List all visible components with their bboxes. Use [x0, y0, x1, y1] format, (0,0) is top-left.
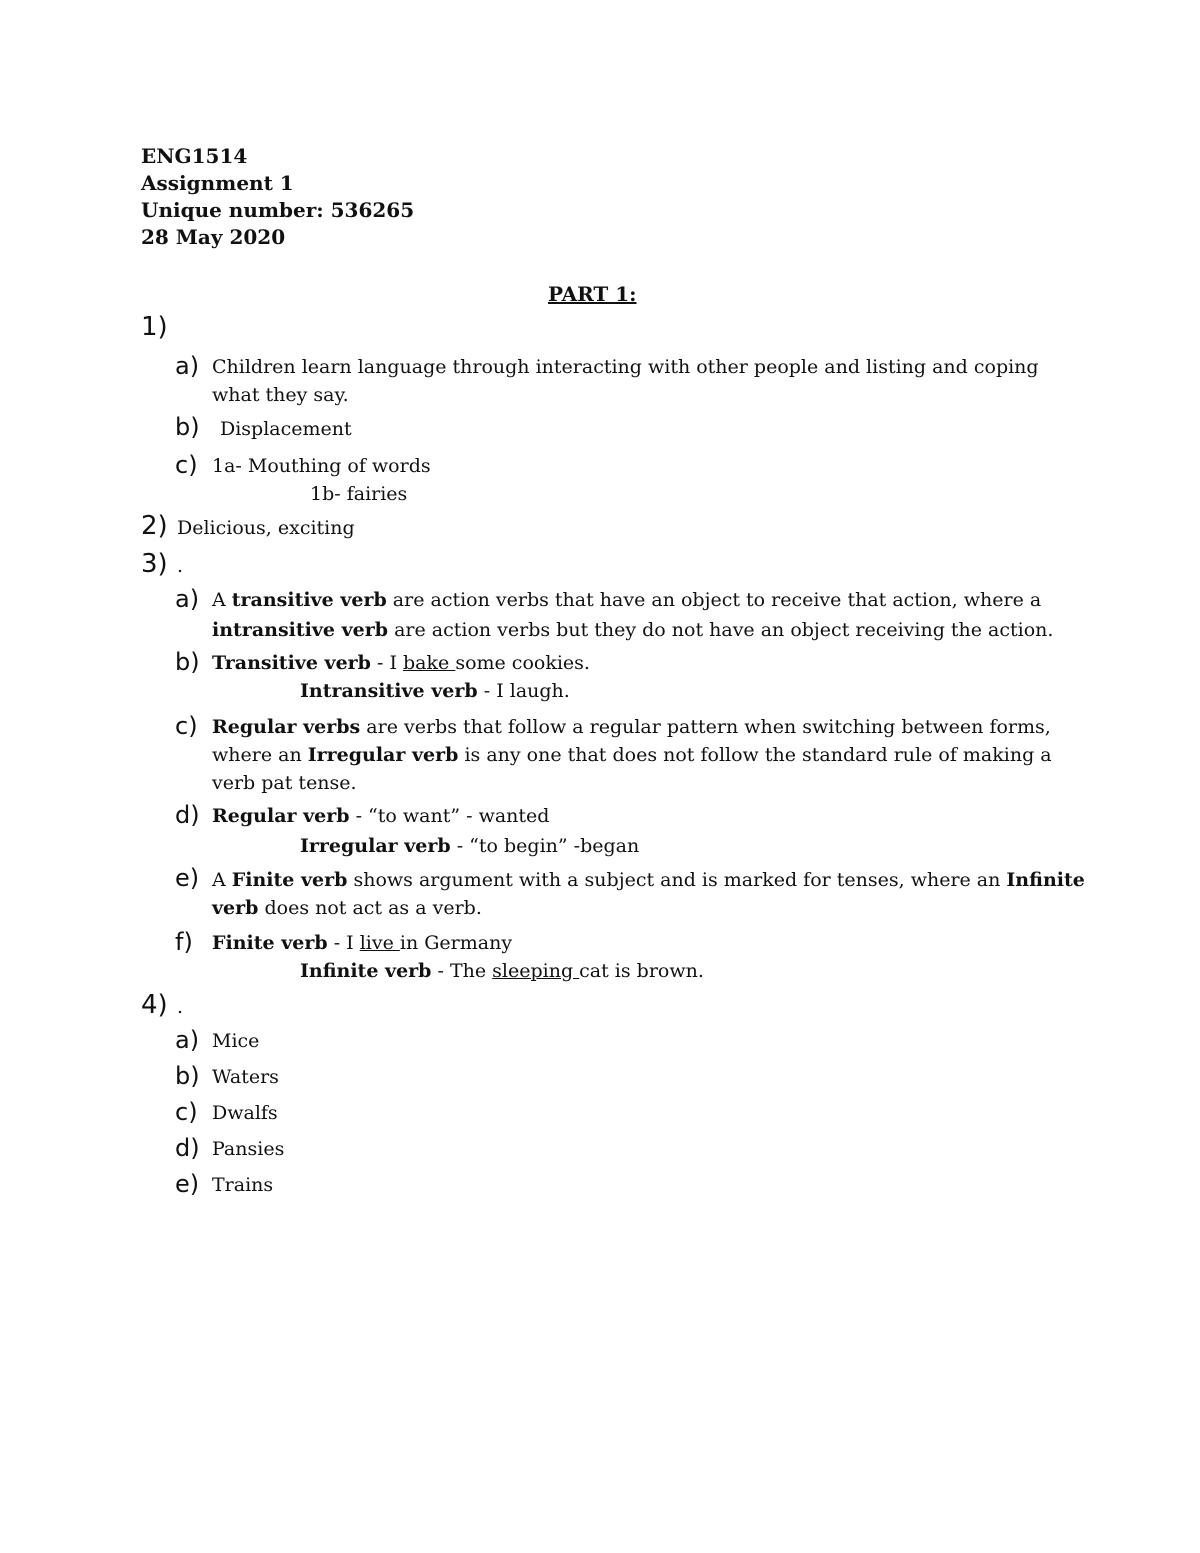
text-run: - I: [370, 652, 404, 674]
text-run: in Germany: [399, 932, 513, 954]
q3c-label: c): [175, 712, 198, 740]
q3d-label: d): [175, 801, 200, 829]
q4e-label: e): [175, 1170, 200, 1198]
q3a-label: a): [175, 585, 200, 613]
term-regular-verb: Regular verb: [212, 805, 350, 827]
q4b-answer: Waters: [212, 1066, 279, 1088]
q4d-answer: Pansies: [212, 1138, 285, 1160]
q4e-answer: Trains: [212, 1174, 274, 1196]
term-transitive-verb: Transitive verb: [212, 652, 371, 674]
q3a-line2: [212, 616, 1053, 644]
q2-answer: Delicious, exciting: [177, 517, 355, 539]
q4c-answer: Dwalfs: [212, 1102, 278, 1124]
text-run: does not act as a verb.: [258, 897, 482, 919]
q3f-line2: [300, 957, 704, 985]
q4a-label: a): [175, 1026, 200, 1054]
question-4-number: 4): [141, 990, 168, 1020]
text-run: - “to want” - wanted: [349, 805, 550, 827]
term-finite-verb: Finite verb: [212, 932, 328, 954]
q3e-line1: [212, 866, 1085, 894]
q3b-line2: [300, 677, 570, 705]
term-infinite: Infinite: [1006, 869, 1085, 891]
q1b-label: b): [175, 413, 200, 441]
text-run: are verbs that follow a regular pattern when switching between forms,: [360, 716, 1051, 738]
term-infinite-verb: Infinite verb: [300, 960, 432, 982]
text-run: are action verbs that have an object to receive that action, where a: [386, 589, 1042, 611]
q3a-line1: [212, 586, 1041, 614]
question-3-number: 3): [141, 549, 168, 579]
q3e-line2: [212, 894, 482, 922]
q3d-line2: [300, 832, 639, 860]
q3f-label: f): [175, 928, 193, 956]
text-run: A: [212, 869, 232, 891]
text-run: shows argument with a subject and is marked for tenses, where an: [347, 869, 1007, 891]
q4c-label: c): [175, 1098, 198, 1126]
q3d-line1: [212, 802, 549, 830]
text-run: - “to begin” -began: [450, 835, 640, 857]
q1b-text: Displacement: [220, 418, 352, 440]
text-run: - I: [327, 932, 360, 954]
term-finite-verb: Finite verb: [231, 869, 348, 891]
q3c-line3: verb pat tense.: [212, 772, 357, 794]
q3c-line1: [212, 713, 1051, 741]
unique-number: Unique number: 536265: [141, 198, 415, 222]
q4-dot: .: [177, 996, 184, 1018]
course-code: ENG1514: [141, 144, 248, 168]
q3f-line1: [212, 929, 512, 957]
example-word: sleeping: [492, 960, 580, 982]
q1a-line1: Children learn language through interacting with other people and listing and coping: [212, 356, 1039, 378]
q1c-line2: 1b- fairies: [310, 483, 408, 505]
term-intransitive-verb: intransitive verb: [212, 619, 389, 641]
text-run: - I laugh.: [477, 680, 570, 702]
q1a-line2: what they say.: [212, 384, 349, 406]
example-word: bake: [403, 652, 456, 674]
term-irregular-verb: Irregular verb: [300, 835, 451, 857]
q3b-line1: [212, 649, 590, 677]
text-run: are action verbs but they do not have an object receiving the action.: [388, 619, 1054, 641]
part-title: PART 1:: [548, 282, 637, 306]
term-intransitive-verb: Intransitive verb: [300, 680, 478, 702]
text-run: where an: [212, 744, 308, 766]
date: 28 May 2020: [141, 225, 286, 249]
text-run: A: [212, 589, 232, 611]
question-1-number: 1): [141, 312, 168, 342]
q3e-label: e): [175, 864, 200, 892]
example-word: live: [359, 932, 400, 954]
q1c-line1: 1a- Mouthing of words: [212, 455, 431, 477]
term-regular-verbs: Regular verbs: [212, 716, 361, 738]
text-run: cat is brown.: [579, 960, 704, 982]
q4b-label: b): [175, 1062, 200, 1090]
text-run: - The: [431, 960, 493, 982]
q4a-answer: Mice: [212, 1030, 260, 1052]
assignment-label: Assignment 1: [141, 171, 294, 195]
term-transitive-verb: transitive verb: [231, 589, 387, 611]
text-run: some cookies.: [455, 652, 590, 674]
q1a-label: a): [175, 352, 200, 380]
text-run: is any one that does not follow the standard rule of making a: [458, 744, 1052, 766]
term-irregular-verb: Irregular verb: [307, 744, 459, 766]
question-2-number: 2): [141, 511, 168, 541]
q1c-label: c): [175, 451, 198, 479]
term-verb: verb: [212, 897, 259, 919]
q3c-line2: [212, 741, 1052, 769]
q4d-label: d): [175, 1134, 200, 1162]
q3-dot: .: [177, 555, 184, 577]
q3b-label: b): [175, 648, 200, 676]
